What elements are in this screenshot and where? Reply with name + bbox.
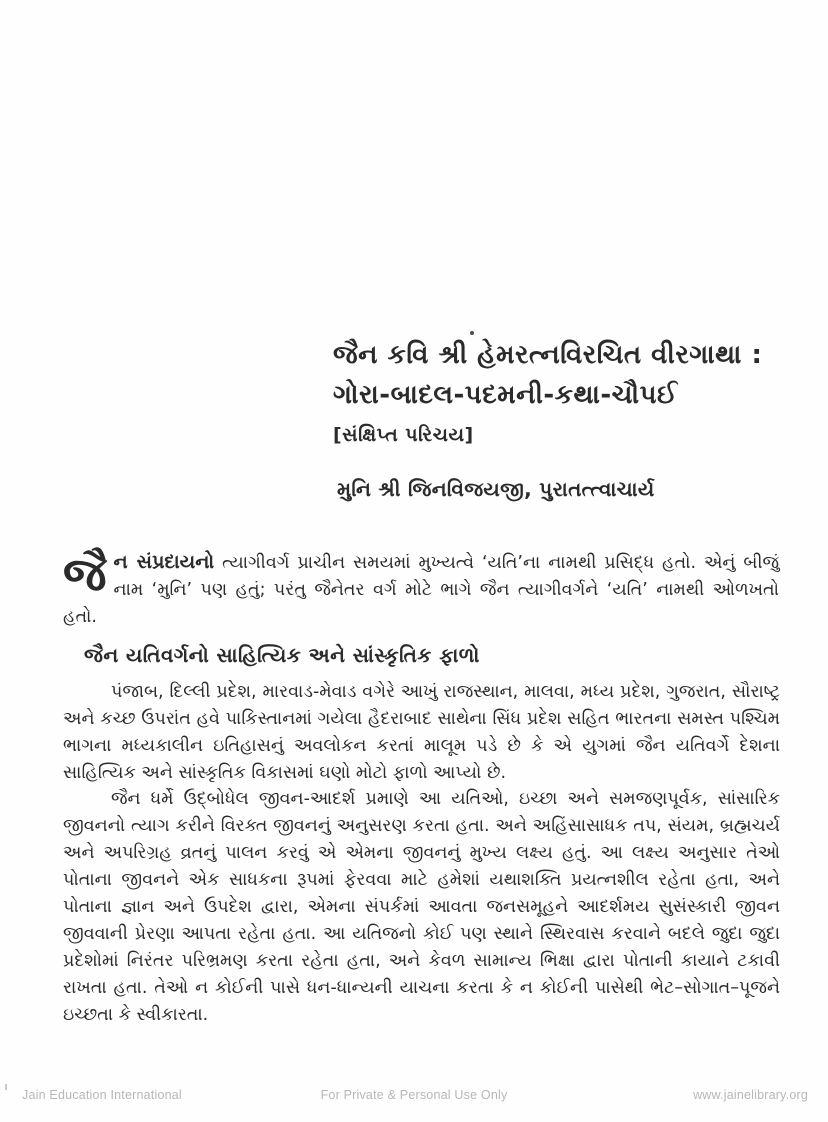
footer-right-text: www.jainelibrary.org: [693, 1088, 808, 1102]
document-title-line2: ગોરા-બાદલ-પદમની-કથા-ચૌપઈ: [333, 380, 678, 410]
document-subtitle: [સંક્ષિપ્ત પરિચય]: [333, 424, 474, 446]
author-byline: મુનિ શ્રી જિનવિજયજી, પુરાતત્ત્વાચાર્ય: [337, 477, 655, 501]
body-paragraph-1: પંજાબ, દિલ્લી પ્રદેશ, મારવાડ-મેવાડ વગેરે આખું રાજસ્થાન, માલવા, મધ્ય પ્રદેશ, ગુજરાત, સૌરાષ્ટ્ર અને કચ્છ ઉપરાંત હવે પાકિસ્તાનમાં ગયેલા હૈદરાબાદ સાથેના સિંધ પ્રદેશ સહિત ભારતના સમસ્ત પશ્ચિમ ભાગના મધ્યકાલીન ઇતિહાસનું અવલોકન કરતાં માલૂમ પડે છે કે એ યુગમાં જૈન યતિવર્ગે દેશના સાહિત્યિક અને સાંસ્કૃતિક વિકાસમાં ઘણો મોટો ફાળો આપ્યો છે.: [63, 682, 780, 783]
title-block: [333, 338, 803, 446]
intro-lead-bold: ન સંપ્રદાયનો: [113, 551, 215, 573]
drop-cap-initial: જૈ: [63, 547, 107, 601]
body-paragraph-2: જૈન ધર્મે ઉદ્બોધેલ જીવન-આદર્શ પ્રમાણે આ યતિઓ, ઇચ્છા અને સમજણપૂર્વક, સાંસારિક જીવનનો ત્યાગ કરીને વિરક્ત જીવનનું અનુસરણ કરતા હતા. અને અહિંસાસાધક તપ, સંયમ, બ્રહ્મચર્ય અને અપરિગ્રહ વ્રતનું પાલન કરવું એ એમના જીવનનું મુખ્ય લક્ષ્ય હતું. આ લક્ષ્ય અનુસાર તેઓ પોતાના જીવનને એક સાધકના રૂપમાં ફેરવવા માટે હમેશાં યથાશક્તિ પ્રયત્નશીલ રહેતા હતા, અને પોતાના જ્ઞાન અને ઉપદેશ દ્વારા, એમના સંપર્કમાં આવતા જનસમૂહને આદર્શમય સુસંસ્કારી જીવન જીવવાની પ્રેરણા આપતા રહેતા હતા. આ યતિજનો કોઈ પણ સ્થાને સ્થિરવાસ કરવાને બદલે જુદા જુદા પ્રદેશોમાં નિરંતર પરિભ્રમણ કરતા રહેતા હતા, અને કેવળ સામાન્ય ભિક્ષા દ્વારા પોતાની કાયાને ટકાવી રાખતા હતા. તેઓ ન કોઈની પાસે ધન-ધાન્યની યાચના કરતા કે ન કોઈની પાસેથી ભેટ–સોગાત–પૂજને ઇચ્છતા કે સ્વીકારતા.: [63, 789, 780, 1025]
footer-center-text: For Private & Personal Use Only: [320, 1088, 508, 1102]
section-heading: જૈન યતિવર્ગનો સાહિત્યિક અને સાંસ્કૃતિક ફાળો: [84, 643, 480, 667]
intro-body-text: ત્યાગીવર્ગ પ્રાચીન સમયમાં મુખ્યત્વે ‘યતિ’ના નામથી પ્રસિદ્ધ હતો. એનું બીજું નામ ‘મુનિ’ પણ હતું; પરંતુ જૈનેતર વર્ગ મોટે ભાગે જૈન ત્યાગીવર્ગને ‘યતિ’ નામથી ઓળખતો હતો.: [63, 553, 780, 627]
document-title-line1: જૈન કવિ શ્રી હેમરત્નવિરચિત વીરગાથા :: [333, 340, 763, 370]
footer-left-text: Jain Education International: [22, 1088, 182, 1102]
scan-speck: [470, 331, 474, 335]
intro-paragraph: [63, 549, 779, 631]
